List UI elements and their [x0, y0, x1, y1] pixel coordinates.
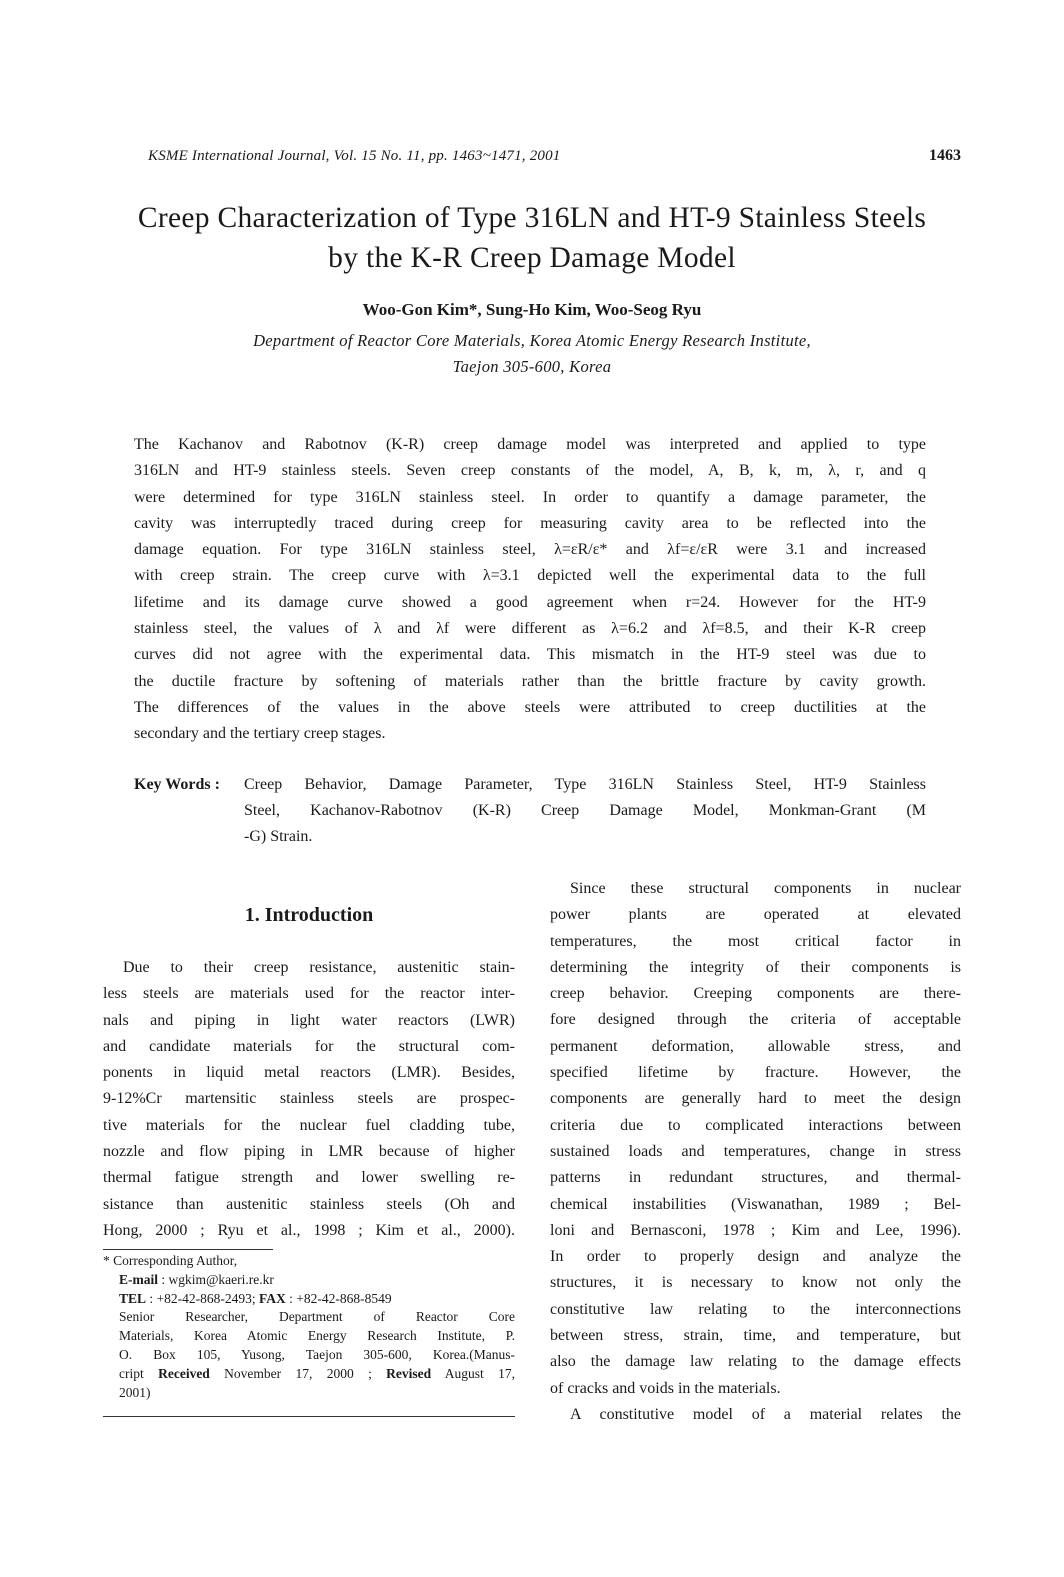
footnote-bio-line: Materials, Korea Atomic Energy Research Institute, P.: [119, 1328, 515, 1344]
abstract-line: curves did not agree with the experimental data. This mismatch in the HT-9 steel was due to: [134, 646, 926, 664]
email-value: : wgkim@kaeri.re.kr: [158, 1271, 274, 1287]
footnote-corresponding: * Corresponding Author,: [103, 1253, 238, 1268]
received-prefix: cript: [119, 1365, 159, 1381]
left-column-text: [103, 955, 515, 1244]
abstract: [134, 432, 926, 748]
tel-value: : +82-42-868-2493;: [146, 1290, 259, 1306]
body-line: creep behavior. Creeping components are there-: [550, 985, 961, 1003]
received-date: November 17, 2000 ;: [209, 1365, 387, 1381]
body-line: structures, it is necessary to know not only the: [550, 1274, 961, 1292]
abstract-line: cavity was interruptedly traced during creep for measuring cavity area to be reflected into the: [134, 514, 926, 532]
title-line-2: by the K-R Creep Damage Model: [328, 242, 736, 274]
page-number: 1463: [929, 147, 961, 164]
body-line: 9-12%Cr martensitic stainless steels are prospec-: [103, 1090, 515, 1108]
title-line-1: Creep Characterization of Type 316LN and HT-9 Stainless Steels: [137, 202, 927, 234]
footnote-bio-line: Senior Researcher, Department of Reactor Core: [119, 1309, 515, 1325]
revised-date: August 17,: [431, 1365, 515, 1381]
body-line: sistance than austenitic stainless steels (Oh and: [103, 1195, 515, 1213]
footnote-email: [103, 1271, 515, 1290]
footnote: [103, 1252, 515, 1402]
body-line: permanent deformation, allowable stress, and: [550, 1037, 961, 1055]
fax-label: FAX: [259, 1290, 286, 1306]
body-line: Hong, 2000 ; Ryu et al., 1998 ; Kim et al., 2000).: [103, 1221, 515, 1239]
body-line: Since these structural components in nuclear: [570, 880, 961, 897]
keywords-line: -G) Strain.: [244, 828, 313, 845]
abstract-line: 316LN and HT-9 stainless steels. Seven creep constants of the model, A, B, k, m, λ, r, and q: [134, 462, 926, 480]
keywords-label: Key Words :: [134, 776, 220, 793]
body-line: tive materials for the nuclear fuel cladding tube,: [103, 1116, 515, 1134]
revised-label: Revised: [386, 1365, 432, 1381]
affiliation-line-1: Department of Reactor Core Materials, Korea Atomic Energy Research Institute,: [253, 331, 811, 350]
abstract-line: damage equation. For type 316LN stainless steel, λ=εR/ε* and λf=ε/εR were 3.1 and increased: [134, 541, 926, 559]
body-line: power plants are operated at elevated: [550, 906, 961, 924]
body-line: sustained loads and temperatures, change in stress: [550, 1142, 961, 1160]
body-line: fore designed through the criteria of acceptable: [550, 1011, 961, 1029]
abstract-line: lifetime and its damage curve showed a good agreement when r=24. However for the HT-9: [134, 593, 926, 611]
body-line: ponents in liquid metal reactors (LMR). Besides,: [103, 1064, 515, 1082]
affiliation-line-2: Taejon 305-600, Korea: [452, 357, 612, 376]
abstract-line: The differences of the values in the above steels were attributed to creep ductilities at the: [134, 698, 926, 716]
body-line: of cracks and voids in the materials.: [550, 1379, 781, 1397]
section-heading-introduction: 1. Introduction: [244, 904, 374, 926]
abstract-line: secondary and the tertiary creep stages.: [134, 725, 386, 743]
keywords-line: Creep Behavior, Damage Parameter, Type 316LN Stainless Steel, HT-9 Stainless: [244, 776, 926, 793]
body-line: components are generally hard to meet the design: [550, 1090, 961, 1108]
body-line: temperatures, the most critical factor in: [550, 932, 961, 950]
keywords-text: [244, 772, 926, 850]
keywords-line: Steel, Kachanov-Rabotnov (K-R) Creep Damage Model, Monkman-Grant (M: [244, 802, 926, 819]
body-line: Due to their creep resistance, austenitic stain-: [123, 959, 515, 976]
received-label: Received: [158, 1365, 210, 1381]
body-line: between stress, strain, time, and temperature, but: [550, 1327, 961, 1345]
body-line: specified lifetime by fracture. However, the: [550, 1064, 961, 1082]
body-line: thermal fatigue strength and lower swelling re-: [103, 1169, 515, 1187]
body-line: determining the integrity of their components is: [550, 958, 961, 976]
abstract-line: with creep strain. The creep curve with λ=3.1 depicted well the experimental data to the full: [134, 567, 926, 585]
body-line: loni and Bernasconi, 1978 ; Kim and Lee, 1996).: [550, 1221, 961, 1239]
body-line: nals and piping in light water reactors (LWR): [103, 1011, 515, 1029]
footnote-revised-year: 2001): [119, 1384, 151, 1400]
body-line: and candidate materials for the structural com-: [103, 1037, 515, 1055]
body-line: less steels are materials used for the reactor inter-: [103, 985, 515, 1003]
authors: Woo-Gon Kim*, Sung-Ho Kim, Woo-Seog Ryu: [362, 300, 702, 319]
abstract-line: were determined for type 316LN stainless steel. In order to quantify a damage parameter, the: [134, 488, 926, 506]
footnote-end-divider: [103, 1416, 515, 1417]
footnote-received: [103, 1365, 515, 1384]
email-label: E-mail: [119, 1271, 158, 1287]
body-line: chemical instabilities (Viswanathan, 1989 ; Bel-: [550, 1195, 961, 1213]
running-head: KSME International Journal, Vol. 15 No. 11, pp. 1463~1471, 2001: [148, 148, 561, 164]
footnote-phone: [103, 1290, 515, 1309]
affiliation: [60, 328, 1004, 380]
body-line: constitutive law relating to the interconnections: [550, 1300, 961, 1318]
body-line: also the damage law relating to the damage effects: [550, 1353, 961, 1371]
abstract-line: the ductile fracture by softening of materials rather than the brittle fracture by cavity growth.: [134, 672, 926, 690]
body-line: criteria due to complicated interactions between: [550, 1116, 961, 1134]
body-line: patterns in redundant structures, and thermal-: [550, 1169, 961, 1187]
abstract-line: The Kachanov and Rabotnov (K-R) creep damage model was interpreted and applied to type: [134, 436, 926, 453]
abstract-line: stainless steel, the values of λ and λf were different as λ=6.2 and λf=8.5, and their K-R creep: [134, 620, 926, 638]
footnote-bio-line: O. Box 105, Yusong, Taejon 305-600, Korea.(Manus-: [119, 1346, 515, 1362]
body-line: A constitutive model of a material relates the: [570, 1405, 961, 1423]
footnote-divider: [103, 1249, 273, 1250]
body-line: nozzle and flow piping in LMR because of higher: [103, 1143, 515, 1161]
fax-value: : +82-42-868-8549: [285, 1290, 392, 1306]
paper-title: [60, 198, 1004, 278]
tel-label: TEL: [119, 1290, 147, 1306]
right-column-text: [550, 876, 961, 1428]
body-line: In order to properly design and analyze the: [550, 1248, 961, 1266]
